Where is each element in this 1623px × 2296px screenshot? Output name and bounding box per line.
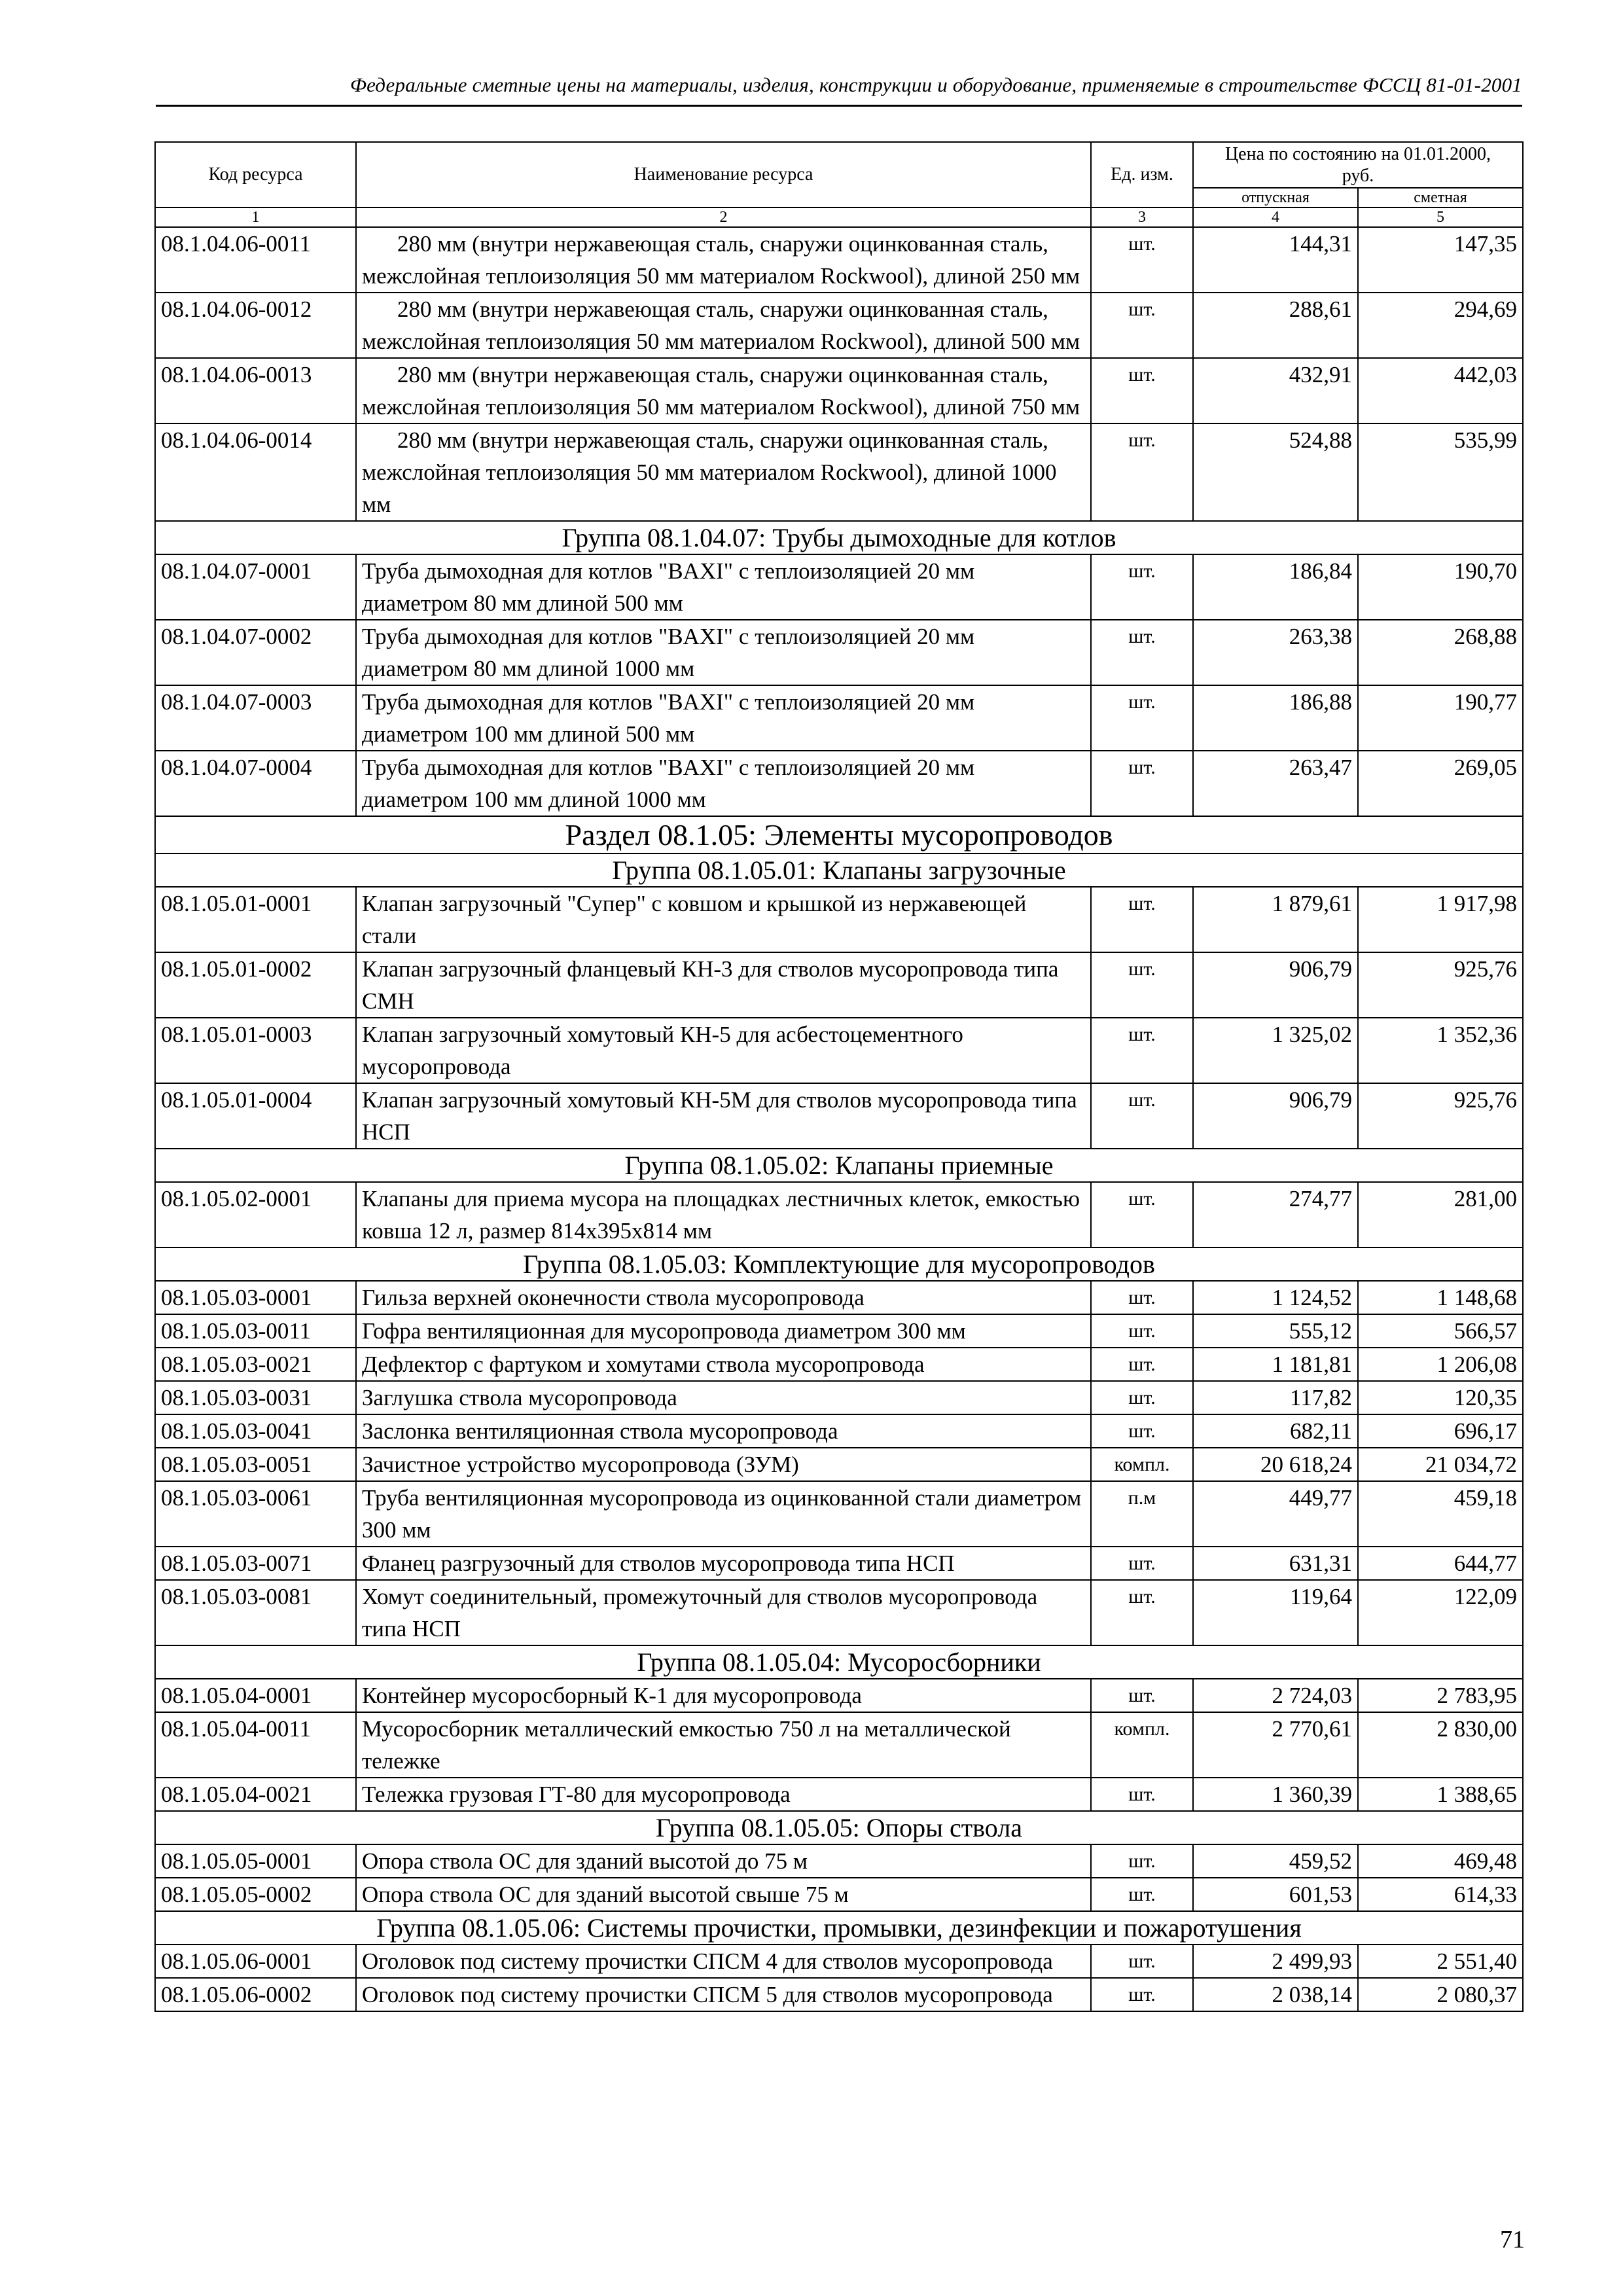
resource-name: Тележка грузовая ГТ-80 для мусоропровода <box>356 1778 1091 1811</box>
resource-name: Хомут соединительный, промежуточный для стволов мусоропровода типа НСП <box>356 1580 1091 1645</box>
resource-code: 08.1.05.03-0081 <box>155 1580 356 1645</box>
estimate-price: 122,09 <box>1358 1580 1523 1645</box>
table-row <box>155 1083 1523 1149</box>
header-code: Код ресурса <box>155 142 356 207</box>
estimate-price: 614,33 <box>1358 1878 1523 1911</box>
release-price: 186,88 <box>1193 685 1358 751</box>
release-price: 263,47 <box>1193 751 1358 816</box>
release-price: 2 499,93 <box>1193 1945 1358 1978</box>
release-price: 20 618,24 <box>1193 1448 1358 1481</box>
resource-code: 08.1.05.03-0001 <box>155 1281 356 1314</box>
unit-of-measure: шт. <box>1091 1281 1193 1314</box>
resource-name: 280 мм (внутри нержавеющая сталь, снаружи оцинкованная сталь, межслойная теплоизоляция 50 мм материалом Rockwool), длиной 500 мм <box>356 293 1091 358</box>
unit-of-measure: п.м <box>1091 1481 1193 1547</box>
resource-code: 08.1.05.03-0041 <box>155 1414 356 1448</box>
resource-code: 08.1.05.02-0001 <box>155 1182 356 1247</box>
release-price: 601,53 <box>1193 1878 1358 1911</box>
resource-code: 08.1.05.03-0031 <box>155 1381 356 1414</box>
table-row <box>155 1945 1523 1978</box>
resource-code: 08.1.04.07-0002 <box>155 620 356 685</box>
group-title: Группа 08.1.05.02: Клапаны приемные <box>155 1149 1523 1182</box>
resource-name: Опора ствола ОС для зданий высотой до 75 м <box>356 1844 1091 1878</box>
unit-of-measure: шт. <box>1091 952 1193 1018</box>
group-title: Группа 08.1.05.05: Опоры ствола <box>155 1811 1523 1844</box>
estimate-price: 2 830,00 <box>1358 1712 1523 1778</box>
release-price: 449,77 <box>1193 1481 1358 1547</box>
estimate-price: 1 206,08 <box>1358 1348 1523 1381</box>
resource-code: 08.1.05.04-0001 <box>155 1679 356 1712</box>
estimate-price: 268,88 <box>1358 620 1523 685</box>
table-row <box>155 293 1523 358</box>
resource-code: 08.1.05.01-0004 <box>155 1083 356 1149</box>
resource-name: Контейнер мусоросборный К-1 для мусоропровода <box>356 1679 1091 1712</box>
release-price: 144,31 <box>1193 227 1358 293</box>
resource-code: 08.1.04.07-0004 <box>155 751 356 816</box>
estimate-price: 925,76 <box>1358 1083 1523 1149</box>
resource-code: 08.1.05.01-0003 <box>155 1018 356 1083</box>
resource-name: Труба дымоходная для котлов "BAXI" с теплоизоляцией 20 мм диаметром 100 мм длиной 1000 мм <box>356 751 1091 816</box>
release-price: 274,77 <box>1193 1182 1358 1247</box>
resource-code: 08.1.05.04-0011 <box>155 1712 356 1778</box>
estimate-price: 1 917,98 <box>1358 887 1523 952</box>
table-row <box>155 1844 1523 1878</box>
resource-code: 08.1.04.06-0013 <box>155 358 356 423</box>
estimate-price: 269,05 <box>1358 751 1523 816</box>
unit-of-measure: шт. <box>1091 227 1193 293</box>
resource-name: Труба вентиляционная мусоропровода из оцинкованной стали диаметром 300 мм <box>356 1481 1091 1547</box>
release-price: 1 124,52 <box>1193 1281 1358 1314</box>
column-number: 5 <box>1358 207 1523 227</box>
estimate-price: 1 352,36 <box>1358 1018 1523 1083</box>
resource-code: 08.1.05.06-0001 <box>155 1945 356 1978</box>
table-row <box>155 1314 1523 1348</box>
running-header: Федеральные сметные цены на материалы, изделия, конструкции и оборудование, применяемые в строительстве ФССЦ 81-01-2001 <box>349 73 1522 96</box>
unit-of-measure: шт. <box>1091 751 1193 816</box>
release-price: 432,91 <box>1193 358 1358 423</box>
unit-of-measure: шт. <box>1091 620 1193 685</box>
group-header-row <box>155 1149 1523 1182</box>
estimate-price: 644,77 <box>1358 1547 1523 1580</box>
header-name: Наименование ресурса <box>356 142 1091 207</box>
unit-of-measure: шт. <box>1091 1844 1193 1878</box>
header-unit: Ед. изм. <box>1091 142 1193 207</box>
resource-name: 280 мм (внутри нержавеющая сталь, снаружи оцинкованная сталь, межслойная теплоизоляция 50 мм материалом Rockwool), длиной 250 мм <box>356 227 1091 293</box>
table-row <box>155 1878 1523 1911</box>
table-row <box>155 1448 1523 1481</box>
table-row <box>155 1182 1523 1247</box>
table-row <box>155 1381 1523 1414</box>
group-header-row <box>155 1247 1523 1281</box>
unit-of-measure: шт. <box>1091 1878 1193 1911</box>
unit-of-measure: шт. <box>1091 887 1193 952</box>
unit-of-measure: шт. <box>1091 1414 1193 1448</box>
resource-code: 08.1.05.03-0071 <box>155 1547 356 1580</box>
header-release-price: отпускная <box>1193 188 1358 207</box>
table-row <box>155 887 1523 952</box>
resource-name: Клапан загрузочный "Супер" с ковшом и крышкой из нержавеющей стали <box>356 887 1091 952</box>
estimate-price: 2 551,40 <box>1358 1945 1523 1978</box>
estimate-price: 696,17 <box>1358 1414 1523 1448</box>
resource-code: 08.1.04.07-0001 <box>155 554 356 620</box>
resource-name: Труба дымоходная для котлов "BAXI" с теплоизоляцией 20 мм диаметром 80 мм длиной 500 мм <box>356 554 1091 620</box>
section-header-row <box>155 816 1523 853</box>
estimate-price: 190,70 <box>1358 554 1523 620</box>
unit-of-measure: шт. <box>1091 1348 1193 1381</box>
table-row <box>155 751 1523 816</box>
unit-of-measure: шт. <box>1091 1083 1193 1149</box>
group-header-row <box>155 521 1523 554</box>
release-price: 682,11 <box>1193 1414 1358 1448</box>
unit-of-measure: компл. <box>1091 1448 1193 1481</box>
resource-name: Оголовок под систему прочистки СПСМ 5 для стволов мусоропровода <box>356 1978 1091 2011</box>
header-estimate-price: сметная <box>1358 188 1523 207</box>
release-price: 263,38 <box>1193 620 1358 685</box>
table-row <box>155 423 1523 521</box>
unit-of-measure: шт. <box>1091 1381 1193 1414</box>
release-price: 288,61 <box>1193 293 1358 358</box>
table-row <box>155 685 1523 751</box>
resource-code: 08.1.05.03-0011 <box>155 1314 356 1348</box>
release-price: 1 360,39 <box>1193 1778 1358 1811</box>
resource-name: Клапан загрузочный хомутовый КН-5 для асбестоцементного мусоропровода <box>356 1018 1091 1083</box>
resource-code: 08.1.04.06-0012 <box>155 293 356 358</box>
estimate-price: 535,99 <box>1358 423 1523 521</box>
estimate-price: 1 388,65 <box>1358 1778 1523 1811</box>
table-row <box>155 952 1523 1018</box>
estimate-price: 459,18 <box>1358 1481 1523 1547</box>
estimate-price: 442,03 <box>1358 358 1523 423</box>
resource-name: Клапан загрузочный хомутовый КН-5М для стволов мусоропровода типа НСП <box>356 1083 1091 1149</box>
resource-code: 08.1.05.03-0061 <box>155 1481 356 1547</box>
resource-name: Зачистное устройство мусоропровода (ЗУМ) <box>356 1448 1091 1481</box>
table-row <box>155 620 1523 685</box>
price-table <box>154 141 1524 2012</box>
release-price: 1 181,81 <box>1193 1348 1358 1381</box>
release-price: 1 879,61 <box>1193 887 1358 952</box>
resource-code: 08.1.04.06-0011 <box>155 227 356 293</box>
group-header-row <box>155 1911 1523 1945</box>
group-title: Группа 08.1.05.01: Клапаны загрузочные <box>155 853 1523 887</box>
group-title: Группа 08.1.05.03: Комплектующие для мусоропроводов <box>155 1247 1523 1281</box>
estimate-price: 120,35 <box>1358 1381 1523 1414</box>
resource-name: 280 мм (внутри нержавеющая сталь, снаружи оцинкованная сталь, межслойная теплоизоляция 50 мм материалом Rockwool), длиной 750 мм <box>356 358 1091 423</box>
resource-code: 08.1.05.05-0001 <box>155 1844 356 1878</box>
resource-name: Заглушка ствола мусоропровода <box>356 1381 1091 1414</box>
estimate-price: 925,76 <box>1358 952 1523 1018</box>
column-number: 3 <box>1091 207 1193 227</box>
table-row <box>155 1348 1523 1381</box>
estimate-price: 190,77 <box>1358 685 1523 751</box>
table-row <box>155 1712 1523 1778</box>
estimate-price: 566,57 <box>1358 1314 1523 1348</box>
unit-of-measure: шт. <box>1091 1314 1193 1348</box>
table-row <box>155 1547 1523 1580</box>
column-number: 1 <box>155 207 356 227</box>
unit-of-measure: шт. <box>1091 1580 1193 1645</box>
table-row <box>155 227 1523 293</box>
section-title: Раздел 08.1.05: Элементы мусоропроводов <box>155 816 1523 853</box>
release-price: 2 038,14 <box>1193 1978 1358 2011</box>
resource-code: 08.1.05.04-0021 <box>155 1778 356 1811</box>
estimate-price: 294,69 <box>1358 293 1523 358</box>
resource-name: Заслонка вентиляционная ствола мусоропровода <box>356 1414 1091 1448</box>
resource-code: 08.1.05.06-0002 <box>155 1978 356 2011</box>
estimate-price: 2 783,95 <box>1358 1679 1523 1712</box>
estimate-price: 469,48 <box>1358 1844 1523 1878</box>
resource-name: Клапаны для приема мусора на площадках лестничных клеток, емкостью ковша 12 л, размер 814х395х814 мм <box>356 1182 1091 1247</box>
group-title: Группа 08.1.04.07: Трубы дымоходные для котлов <box>155 521 1523 554</box>
resource-code: 08.1.04.06-0014 <box>155 423 356 521</box>
group-header-row <box>155 1811 1523 1844</box>
unit-of-measure: шт. <box>1091 293 1193 358</box>
resource-name: Мусоросборник металлический емкостью 750 л на металлической тележке <box>356 1712 1091 1778</box>
unit-of-measure: шт. <box>1091 1978 1193 2011</box>
group-header-row <box>155 853 1523 887</box>
unit-of-measure: шт. <box>1091 554 1193 620</box>
estimate-price: 2 080,37 <box>1358 1978 1523 2011</box>
column-number: 4 <box>1193 207 1358 227</box>
resource-name: Гильза верхней оконечности ствола мусоропровода <box>356 1281 1091 1314</box>
resource-code: 08.1.05.05-0002 <box>155 1878 356 1911</box>
release-price: 2 724,03 <box>1193 1679 1358 1712</box>
resource-name: Дефлектор с фартуком и хомутами ствола мусоропровода <box>356 1348 1091 1381</box>
release-price: 117,82 <box>1193 1381 1358 1414</box>
release-price: 906,79 <box>1193 952 1358 1018</box>
unit-of-measure: шт. <box>1091 423 1193 521</box>
unit-of-measure: компл. <box>1091 1712 1193 1778</box>
table-row <box>155 1481 1523 1547</box>
unit-of-measure: шт. <box>1091 685 1193 751</box>
group-header-row <box>155 1645 1523 1679</box>
unit-of-measure: шт. <box>1091 1018 1193 1083</box>
resource-code: 08.1.05.03-0021 <box>155 1348 356 1381</box>
release-price: 119,64 <box>1193 1580 1358 1645</box>
release-price: 1 325,02 <box>1193 1018 1358 1083</box>
release-price: 186,84 <box>1193 554 1358 620</box>
release-price: 459,52 <box>1193 1844 1358 1878</box>
table-row <box>155 1978 1523 2011</box>
column-number: 2 <box>356 207 1091 227</box>
table-row <box>155 358 1523 423</box>
release-price: 631,31 <box>1193 1547 1358 1580</box>
resource-name: 280 мм (внутри нержавеющая сталь, снаружи оцинкованная сталь, межслойная теплоизоляция 50 мм материалом Rockwool), длиной 1000 мм <box>356 423 1091 521</box>
resource-name: Клапан загрузочный фланцевый КН-3 для стволов мусоропровода типа СМН <box>356 952 1091 1018</box>
table-row <box>155 1018 1523 1083</box>
release-price: 906,79 <box>1193 1083 1358 1149</box>
header-rule <box>156 105 1522 107</box>
table-body <box>155 227 1523 2011</box>
resource-name: Опора ствола ОС для зданий высотой свыше 75 м <box>356 1878 1091 1911</box>
page-number: 71 <box>1500 2226 1525 2253</box>
resource-name: Труба дымоходная для котлов "BAXI" с теплоизоляцией 20 мм диаметром 80 мм длиной 1000 мм <box>356 620 1091 685</box>
unit-of-measure: шт. <box>1091 358 1193 423</box>
resource-code: 08.1.04.07-0003 <box>155 685 356 751</box>
table-row <box>155 1679 1523 1712</box>
release-price: 2 770,61 <box>1193 1712 1358 1778</box>
estimate-price: 147,35 <box>1358 227 1523 293</box>
release-price: 524,88 <box>1193 423 1358 521</box>
estimate-price: 21 034,72 <box>1358 1448 1523 1481</box>
resource-code: 08.1.05.01-0002 <box>155 952 356 1018</box>
unit-of-measure: шт. <box>1091 1182 1193 1247</box>
resource-name: Фланец разгрузочный для стволов мусоропровода типа НСП <box>356 1547 1091 1580</box>
resource-name: Гофра вентиляционная для мусоропровода диаметром 300 мм <box>356 1314 1091 1348</box>
resource-code: 08.1.05.01-0001 <box>155 887 356 952</box>
unit-of-measure: шт. <box>1091 1679 1193 1712</box>
estimate-price: 281,00 <box>1358 1182 1523 1247</box>
unit-of-measure: шт. <box>1091 1547 1193 1580</box>
estimate-price: 1 148,68 <box>1358 1281 1523 1314</box>
table-row <box>155 554 1523 620</box>
group-title: Группа 08.1.05.06: Системы прочистки, промывки, дезинфекции и пожаротушения <box>155 1911 1523 1945</box>
header-price-group: Цена по состоянию на 01.01.2000, руб. <box>1193 142 1523 188</box>
table-row <box>155 1778 1523 1811</box>
group-title: Группа 08.1.05.04: Мусоросборники <box>155 1645 1523 1679</box>
table-row <box>155 1414 1523 1448</box>
table-row <box>155 1281 1523 1314</box>
table-row <box>155 1580 1523 1645</box>
resource-name: Оголовок под систему прочистки СПСМ 4 для стволов мусоропровода <box>356 1945 1091 1978</box>
resource-code: 08.1.05.03-0051 <box>155 1448 356 1481</box>
release-price: 555,12 <box>1193 1314 1358 1348</box>
resource-name: Труба дымоходная для котлов "BAXI" с теплоизоляцией 20 мм диаметром 100 мм длиной 500 мм <box>356 685 1091 751</box>
unit-of-measure: шт. <box>1091 1945 1193 1978</box>
unit-of-measure: шт. <box>1091 1778 1193 1811</box>
